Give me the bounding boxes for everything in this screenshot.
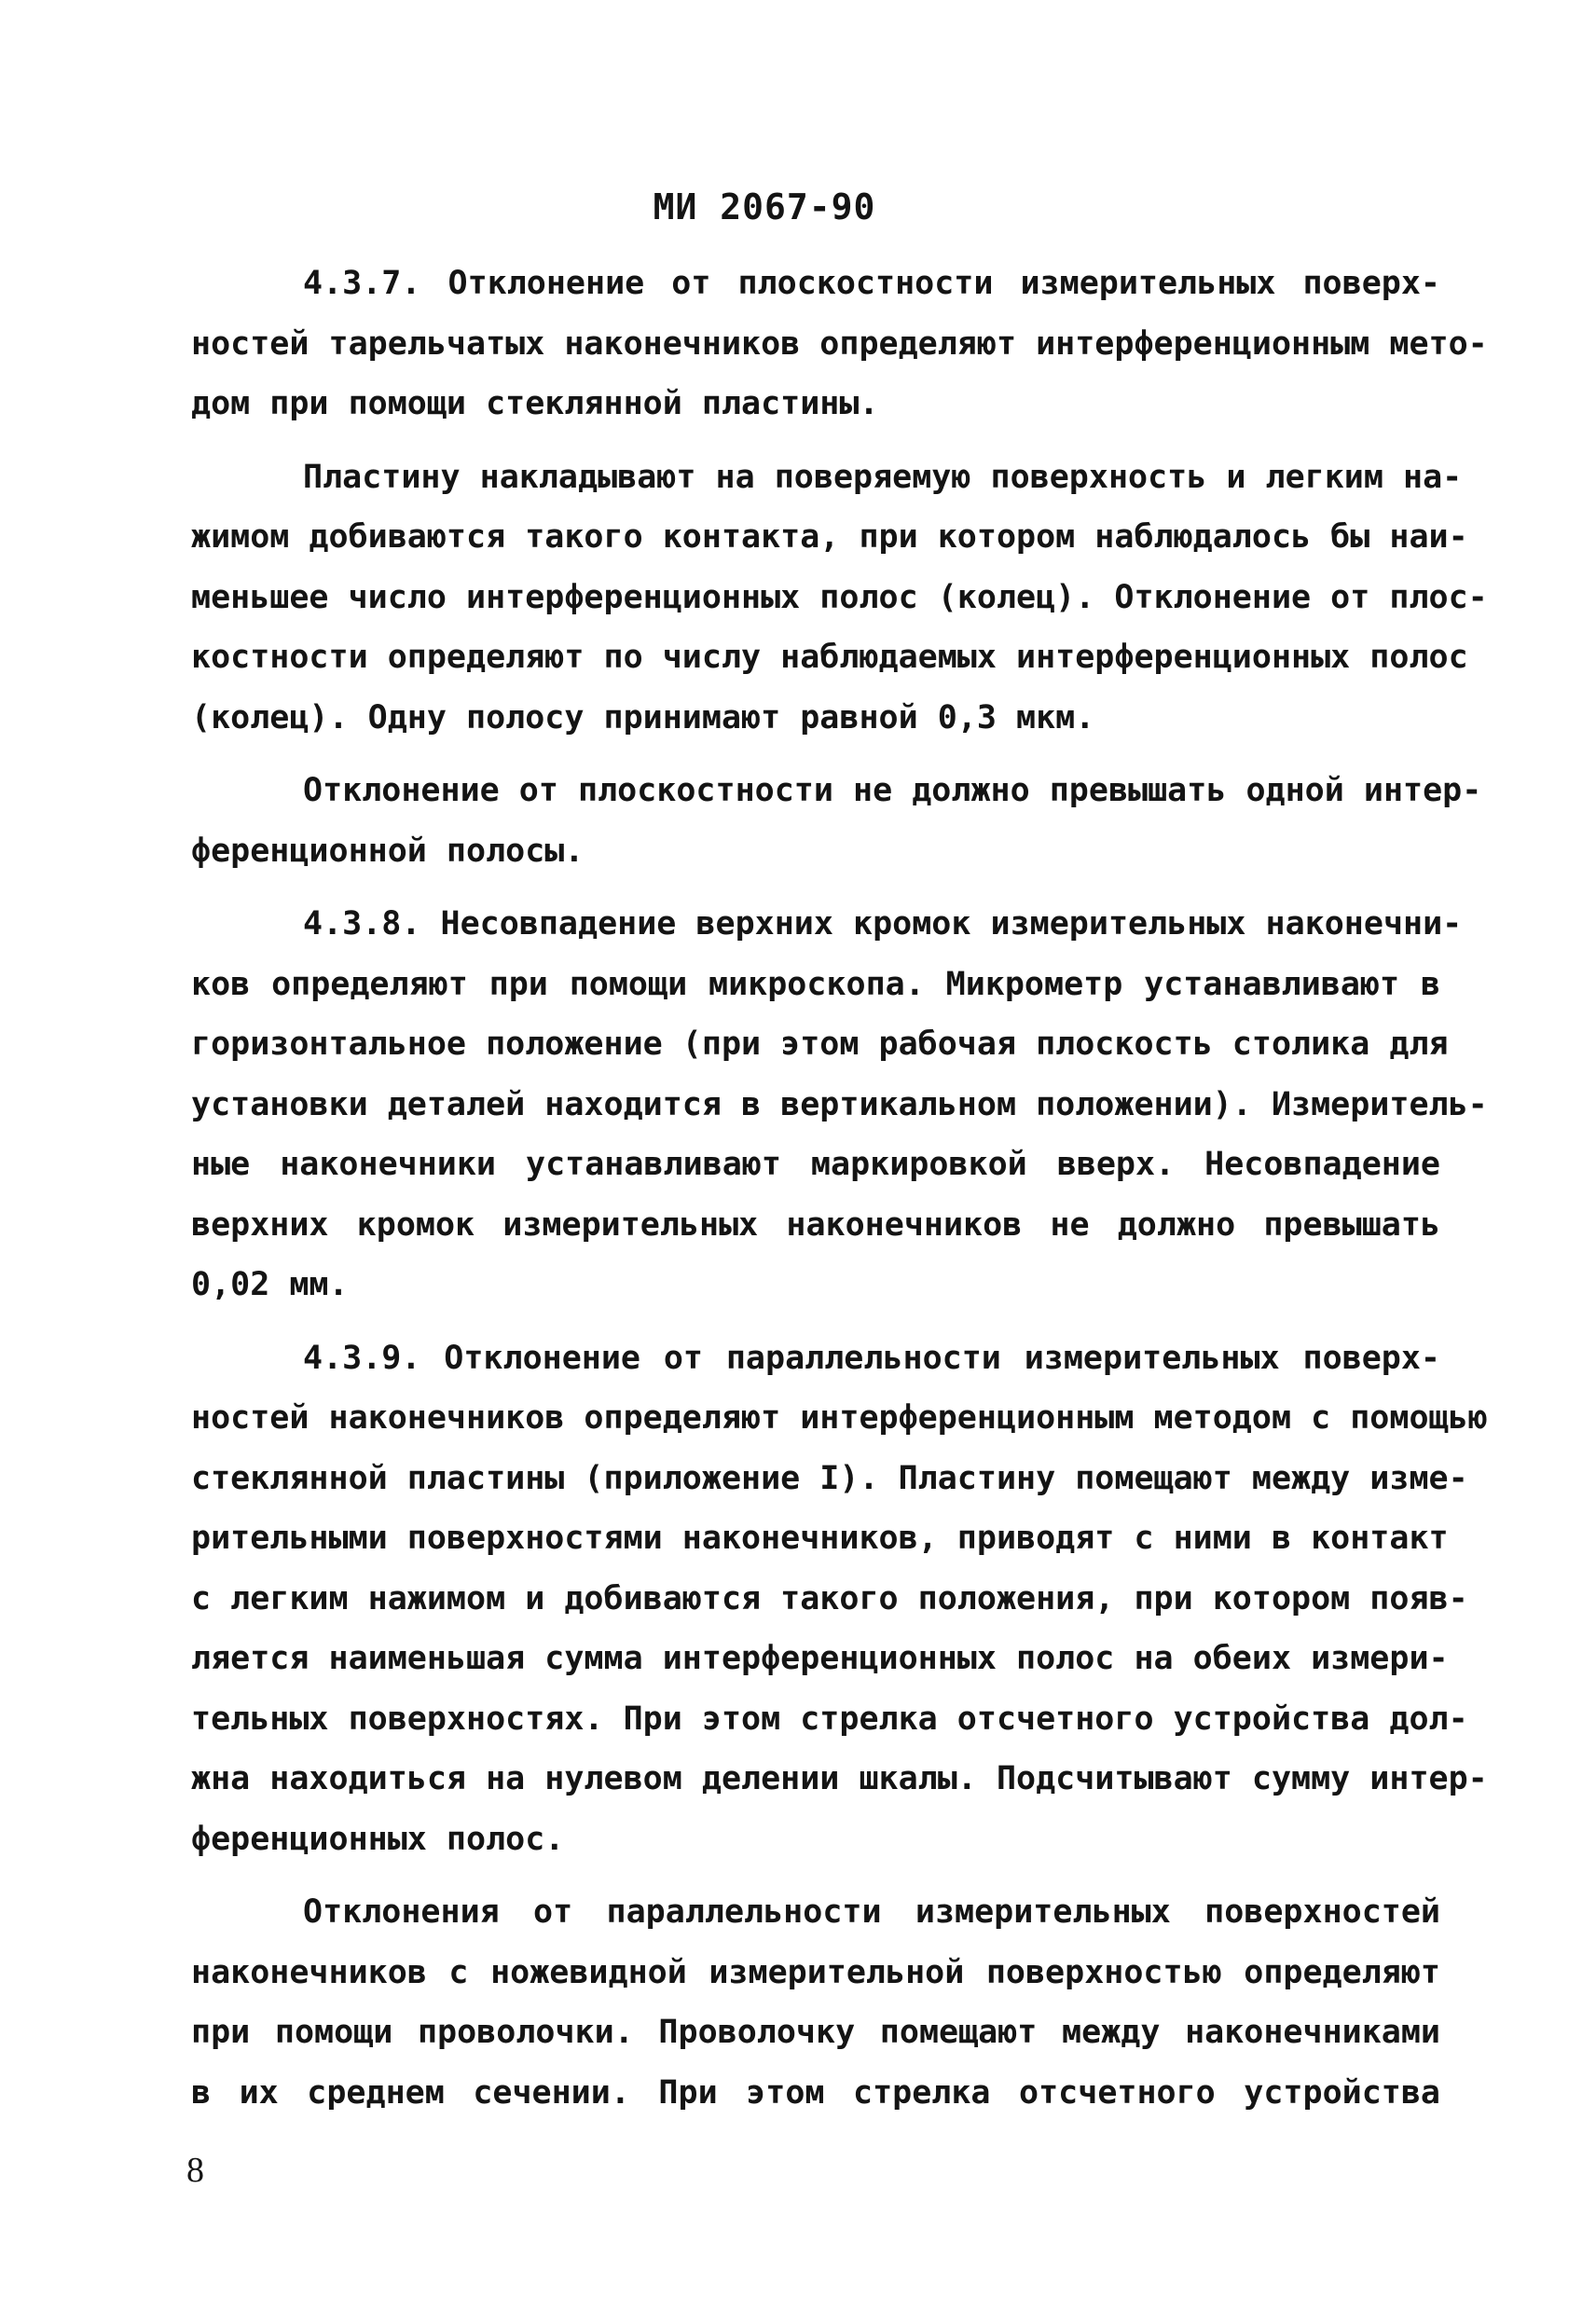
text-line: жимом добиваются такого контакта, при котором наблюдалось бы наи-: [191, 518, 1468, 556]
text-line: дом при помощи стеклянной пластины.: [191, 385, 879, 422]
page-number: 8: [186, 2151, 204, 2190]
text-line: меньшее число интерференционных полос (колец). Отклонение от плос-: [191, 578, 1488, 616]
text-line: Пластину накладывают на поверяемую поверхность и легким на-: [303, 458, 1463, 496]
paragraph-4-3-9: [191, 1328, 1488, 1870]
text-line: тельных поверхностях. При этом стрелка отсчетного устройства дол-: [191, 1700, 1468, 1738]
text-line: 0,02 мм.: [191, 1266, 349, 1303]
paragraph-4-3-7: [191, 254, 1488, 434]
text-line: установки деталей находится в вертикальном положении). Измеритель-: [191, 1085, 1488, 1123]
paragraph-knife-edge: [191, 1882, 1440, 2123]
text-line: с легким нажимом и добиваются такого положения, при котором появ-: [191, 1579, 1468, 1617]
paragraph-4-3-8: [191, 894, 1488, 1315]
text-line: стеклянной пластины (приложение I). Пластину помещают между изме-: [191, 1459, 1468, 1497]
paragraph-plate-placement: [191, 447, 1488, 749]
text-line: наконечников с ножевидной измерительной поверхностью определяют: [191, 1953, 1440, 1991]
text-line: ностей тарельчатых наконечников определяют интерференционным мето-: [191, 324, 1488, 363]
text-line: рительными поверхностями наконечников, приводят с ними в контакт: [191, 1520, 1449, 1557]
text-line: 4.3.9. Отклонение от параллельности измерительных поверх-: [303, 1339, 1440, 1377]
text-line: ляется наименьшая сумма интерференционных полос на обеих измери-: [191, 1640, 1449, 1677]
text-line: при помощи проволочки. Проволочку помещают между наконечниками: [191, 2014, 1440, 2051]
text-line: ференционных полос.: [191, 1820, 565, 1858]
text-line: костности определяют по числу наблюдаемых интерференционных полос: [191, 639, 1468, 676]
text-line: Отклонения от параллельности измерительных поверхностей: [303, 1893, 1440, 1931]
text-line: верхних кромок измерительных наконечников не должно превышать: [191, 1205, 1440, 1244]
text-line: ные наконечники устанавливают маркировкой вверх. Несовпадение: [191, 1146, 1440, 1183]
text-line: 4.3.8. Несовпадение верхних кромок измерительных наконечни-: [303, 905, 1463, 943]
text-line: ференционной полосы.: [191, 832, 585, 870]
text-line: ков определяют при помощи микроскопа. Микрометр устанавливают в: [191, 965, 1440, 1003]
document-header: МИ 2067-90: [653, 186, 876, 227]
text-line: ностей наконечников определяют интерференционным методом с помощью: [191, 1399, 1488, 1437]
text-line: 4.3.7. Отклонение от плоскостности измерительных поверх-: [303, 265, 1440, 302]
text-line: горизонтальное положение (при этом рабочая плоскость столика для: [191, 1025, 1449, 1063]
text-line: в их среднем сечении. При этом стрелка отсчетного устройства: [191, 2073, 1440, 2112]
text-line: жна находиться на нулевом делении шкалы. Подсчитывают сумму интер-: [191, 1760, 1488, 1797]
text-line: Отклонение от плоскостности не должно превышать одной интер-: [303, 772, 1482, 809]
text-line: (колец). Одну полосу принимают равной 0,3 мкм.: [191, 698, 1095, 736]
body-text: [191, 254, 1488, 2136]
paragraph-flatness-limit: [191, 761, 1482, 881]
